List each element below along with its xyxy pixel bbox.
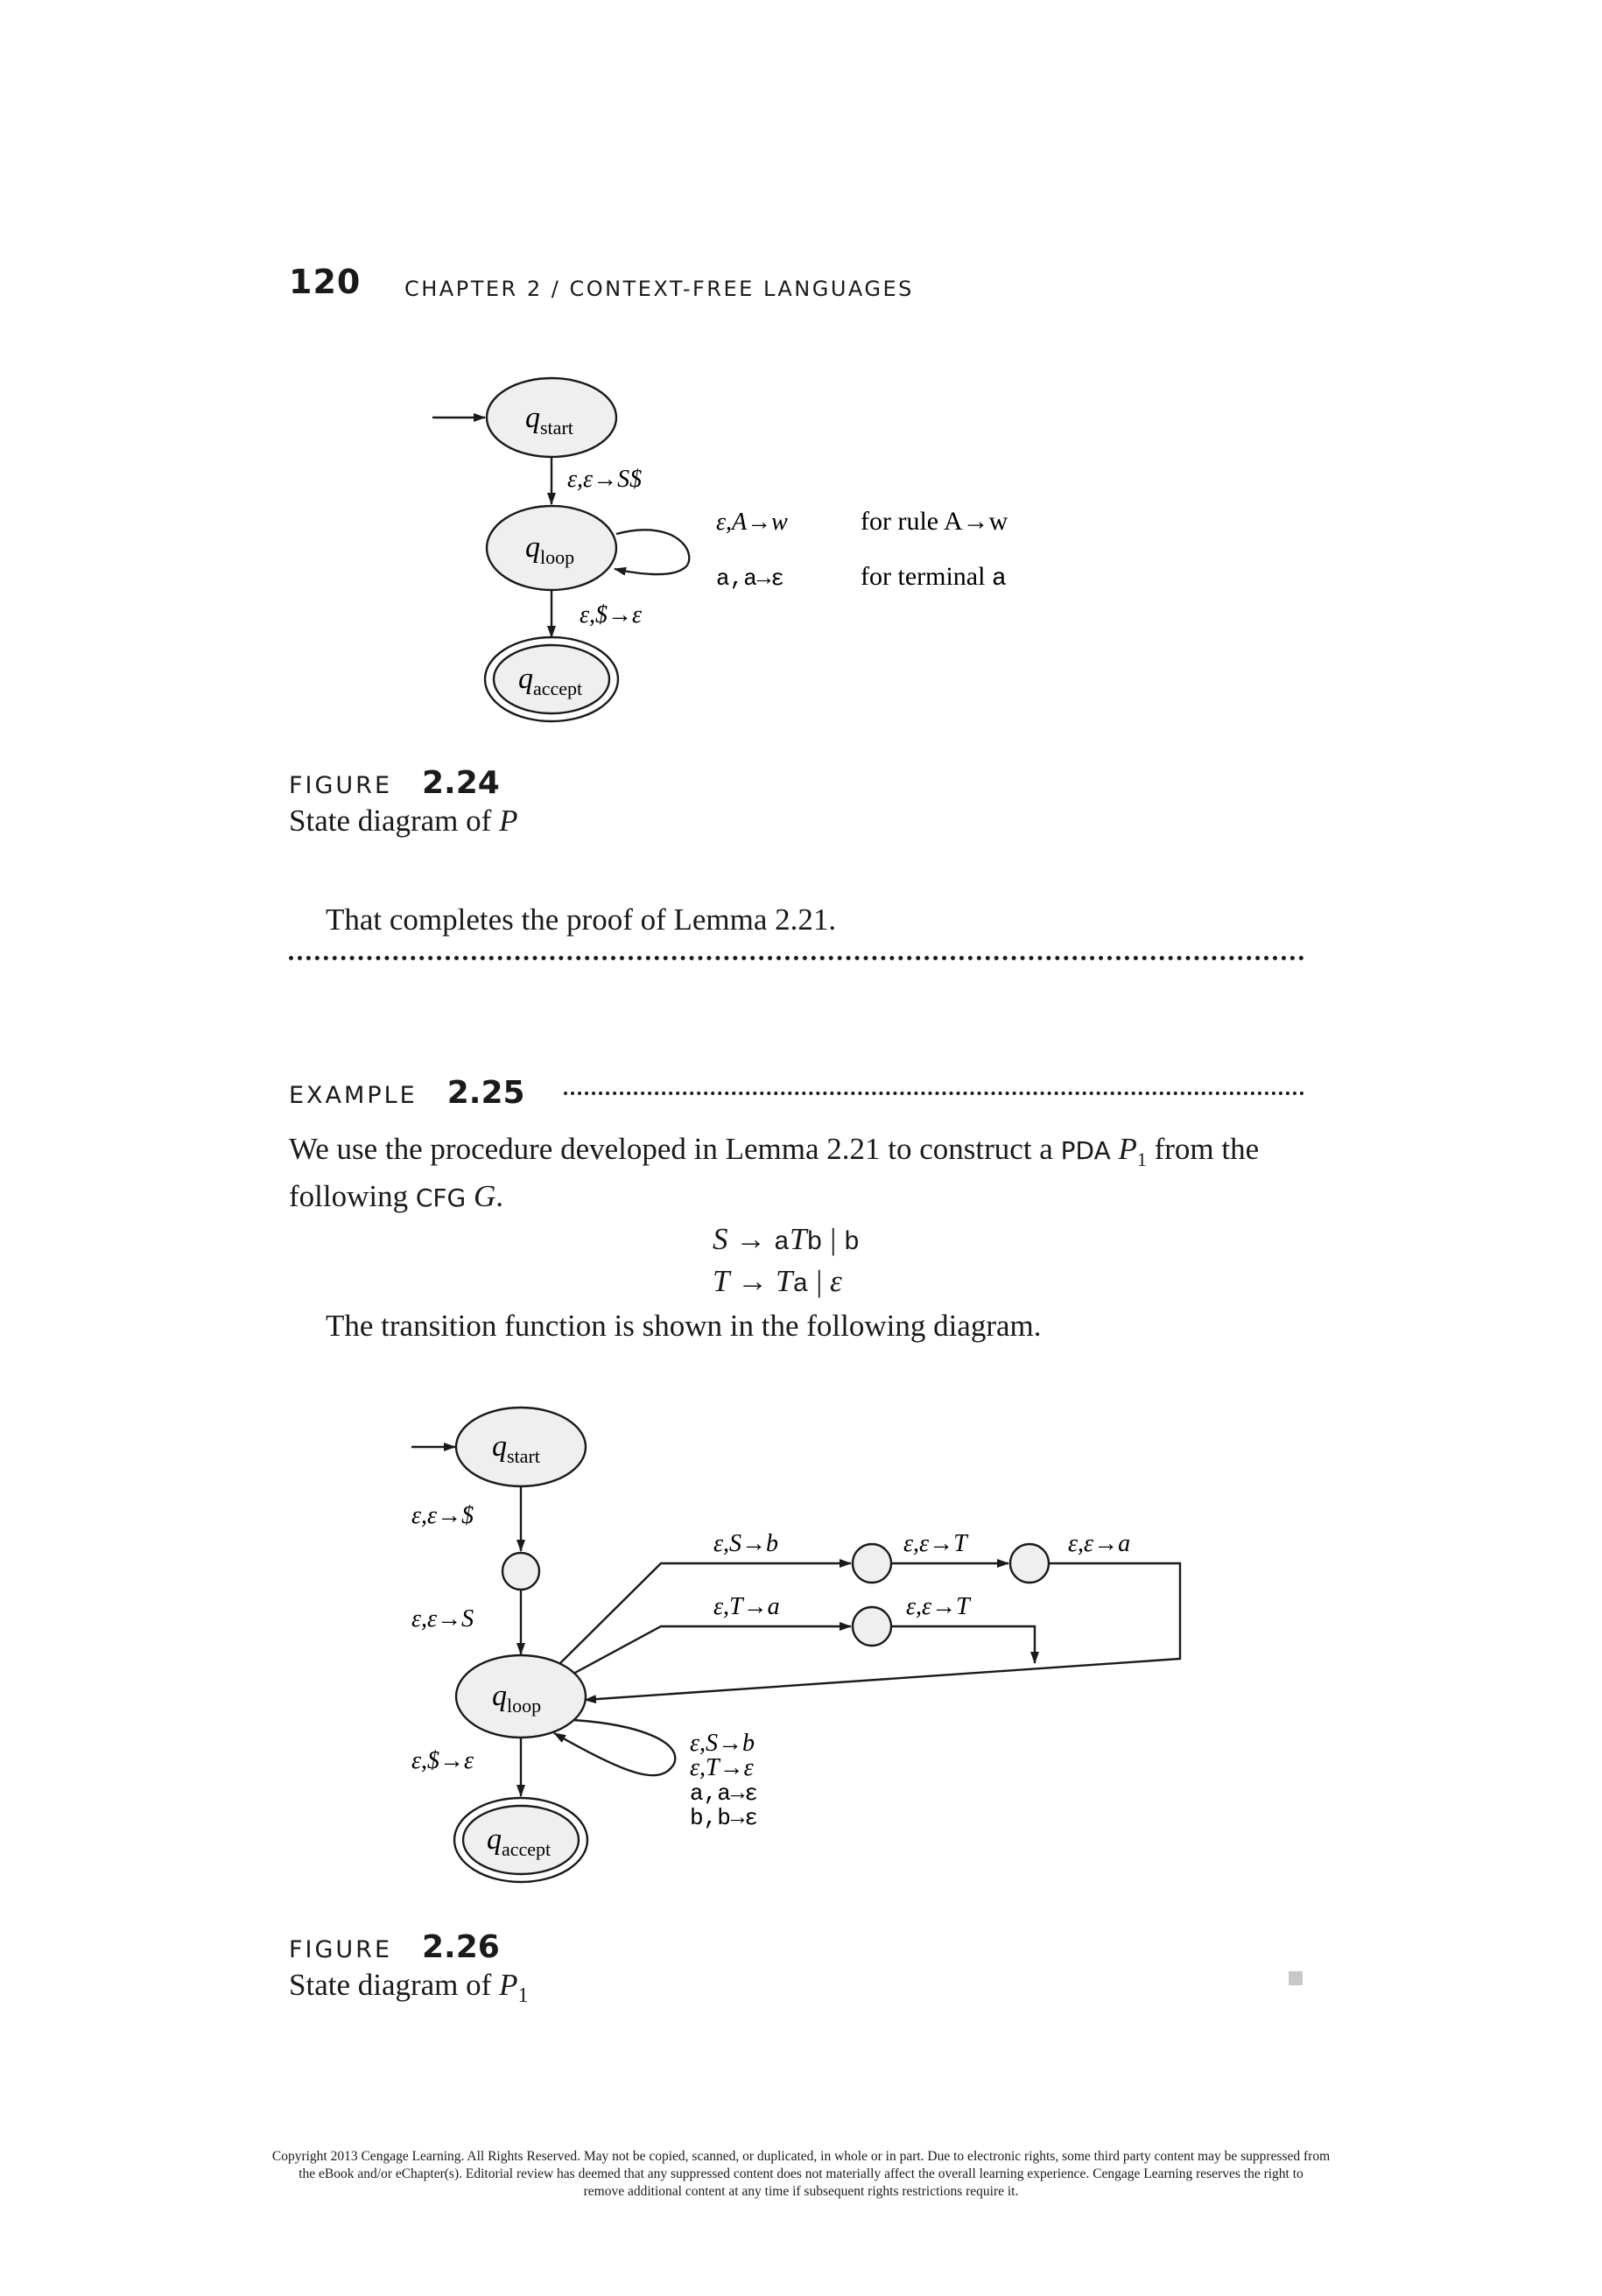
state-upper-a <box>853 1544 891 1583</box>
q-loop-label: $q_{loop}$ <box>492 1680 542 1717</box>
q-start-label: $q_{start}$ <box>525 402 573 439</box>
q-accept-label: $q_{accept}$ <box>518 663 583 699</box>
grammar-block <box>713 1220 860 1304</box>
edge-start-mid-label: ε,ε→$ <box>411 1502 474 1529</box>
page-number: 120 <box>289 263 362 301</box>
edge-upper-1 <box>560 1563 851 1663</box>
state-lower-a <box>853 1607 891 1646</box>
figure-2-26-label: FIGURE 2.26 <box>289 1929 500 1965</box>
state-upper-b <box>1010 1544 1049 1583</box>
proof-end-rule <box>289 956 1304 960</box>
edge-upper-3-label: ε,ε→a <box>1068 1530 1131 1557</box>
self-loop-label-3: a,a→ε <box>690 1780 759 1807</box>
edge-upper-1-label: ε,S→b <box>713 1530 779 1557</box>
proof-complete-text: That completes the proof of Lemma 2.21. <box>326 902 837 937</box>
example-rule <box>564 1092 1304 1095</box>
copyright-footer: Copyright 2013 Cengage Learning. All Rights Reserved. May not be copied, scanned, or duplicated, in whole or in part. Due to electronic rights, some third party content may be suppressed from the eBook and/or eChapter(s). Editorial review has deemed that any suppressed content does not materially affect the overall learning experience. Cengage Learning reserves the right to remove additional content at any time if subsequent rights restrictions require it. <box>271 2149 1331 2199</box>
self-loop-label-2: ε,T→ε <box>690 1754 754 1781</box>
note-rule: for rule A→w <box>861 507 1008 536</box>
edge-lower-2-label: ε,ε→T <box>906 1593 970 1620</box>
figure-2-24-label: FIGURE 2.24 <box>289 765 500 801</box>
grammar-rule-t: T → Ta | ε <box>713 1264 842 1300</box>
grammar-rule-s: S → aTb | b <box>713 1222 861 1258</box>
self-terminal-label: a,a→ε <box>716 565 785 592</box>
q-start-label: $q_{start}$ <box>492 1430 540 1467</box>
example-label: EXAMPLE 2.25 <box>289 1075 525 1111</box>
figure-2-24-caption: State diagram of P <box>289 804 518 838</box>
transition-sentence: The transition function is shown in the following diagram. <box>326 1309 1042 1343</box>
edge-loop-accept-label: ε,$→ε <box>411 1747 474 1774</box>
q-accept-label: $q_{accept}$ <box>487 1823 552 1860</box>
note-terminal: for terminal a <box>861 562 1007 593</box>
state-mid <box>502 1553 539 1590</box>
figure-2-24-diagram <box>420 368 1050 735</box>
self-loop-arrow <box>554 1720 675 1775</box>
example-intro: We use the procedure developed in Lemma 2.21 to construct a PDA $P_1$ from the following CFG G. <box>289 1132 1260 1213</box>
self-rule-label: ε,A→w <box>716 509 788 536</box>
running-head: CHAPTER 2 / CONTEXT-FREE LANGUAGES <box>404 277 914 301</box>
edge-lower-2 <box>891 1626 1035 1663</box>
self-loop-label-1: ε,S→b <box>690 1730 755 1757</box>
edge-upper-2-label: ε,ε→T <box>903 1530 967 1557</box>
figure-2-26-caption: State diagram of $P_1$ <box>289 1968 529 2007</box>
figure-2-26-diagram <box>394 1392 1199 1891</box>
q-loop-label: $q_{loop}$ <box>525 531 575 568</box>
self-loop-label-4: b,b→ε <box>690 1805 759 1831</box>
edge-mid-loop-label: ε,ε→S <box>411 1605 474 1632</box>
end-of-example-mark <box>1289 1971 1303 1985</box>
edge-lower-1 <box>573 1626 851 1674</box>
edge-loop-accept-label: ε,$→ε <box>580 601 643 628</box>
edge-start-loop-label: ε,ε→S$ <box>567 466 643 493</box>
self-loop-arrow <box>615 530 689 574</box>
edge-lower-1-label: ε,T→a <box>713 1593 780 1620</box>
